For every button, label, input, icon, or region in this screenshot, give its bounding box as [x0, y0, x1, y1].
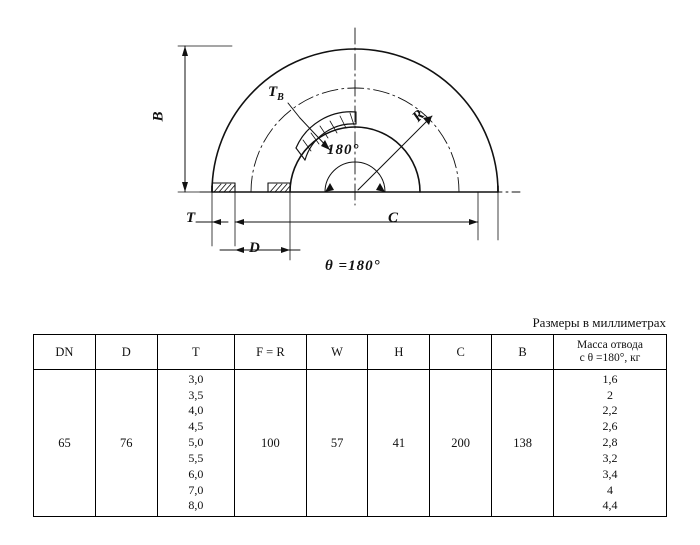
col-header-h: H	[368, 335, 430, 370]
cell-h: 41	[368, 370, 430, 517]
table-header-row	[34, 335, 667, 370]
cell-mass-list	[554, 370, 667, 517]
cell-fr: 100	[235, 370, 307, 517]
cell-t-list	[157, 370, 234, 517]
label-T-wall-sub: B	[277, 92, 284, 103]
t-value: 8,0	[188, 498, 204, 513]
col-header-d: D	[95, 335, 157, 370]
mass-value: 2,8	[602, 435, 618, 450]
col-header-w: W	[306, 335, 368, 370]
table-body	[34, 370, 667, 517]
mass-value: 2,6	[602, 419, 618, 434]
mass-value: 2	[607, 387, 613, 402]
col-header-b: B	[492, 335, 554, 370]
t-value: 7,0	[188, 482, 204, 497]
mass-value: 4	[607, 482, 613, 497]
t-value: 6,0	[188, 466, 204, 481]
label-theta-caption: θ =180°	[325, 258, 381, 274]
cell-d: 76	[95, 370, 157, 517]
table-header	[34, 335, 667, 370]
t-value: 4,5	[188, 419, 204, 434]
t-value: 3,5	[188, 387, 204, 402]
cell-dn: 65	[34, 370, 96, 517]
col-header-t: T	[157, 335, 234, 370]
label-B: B	[150, 111, 167, 122]
mass-value: 3,2	[602, 450, 618, 465]
label-R: R	[409, 106, 428, 126]
label-D-dim: D	[249, 240, 260, 256]
col-header-mass-line1: Масса отвода	[577, 338, 644, 351]
label-T-wall	[268, 84, 284, 103]
label-C-dim: C	[388, 210, 399, 226]
cell-w: 57	[306, 370, 368, 517]
t-value: 5,5	[188, 450, 204, 465]
t-value: 5,0	[188, 435, 204, 450]
label-T-dim: T	[186, 210, 196, 226]
t-value: 3,0	[188, 371, 204, 386]
mass-value: 3,4	[602, 466, 618, 481]
mass-value: 1,6	[602, 371, 618, 386]
col-header-dn: DN	[34, 335, 96, 370]
col-header-fr: F = R	[235, 335, 307, 370]
t-values-stack	[158, 372, 234, 514]
col-header-mass	[554, 335, 667, 370]
mass-value: 2,2	[602, 403, 618, 418]
units-caption: Размеры в миллиметрах	[532, 315, 666, 330]
mass-value: 4,4	[602, 498, 618, 513]
label-T-wall-main: T	[268, 84, 278, 100]
cell-b: 138	[492, 370, 554, 517]
cell-c: 200	[430, 370, 492, 517]
t-value: 4,0	[188, 403, 204, 418]
mass-values-stack	[554, 372, 666, 514]
dimensions-table	[33, 334, 667, 517]
table-row	[34, 370, 667, 517]
radius-leader	[358, 116, 432, 190]
col-header-c: C	[430, 335, 492, 370]
col-header-mass-line2: с θ =180°, кг	[579, 352, 641, 364]
label-angle-180: 180°	[327, 142, 360, 158]
